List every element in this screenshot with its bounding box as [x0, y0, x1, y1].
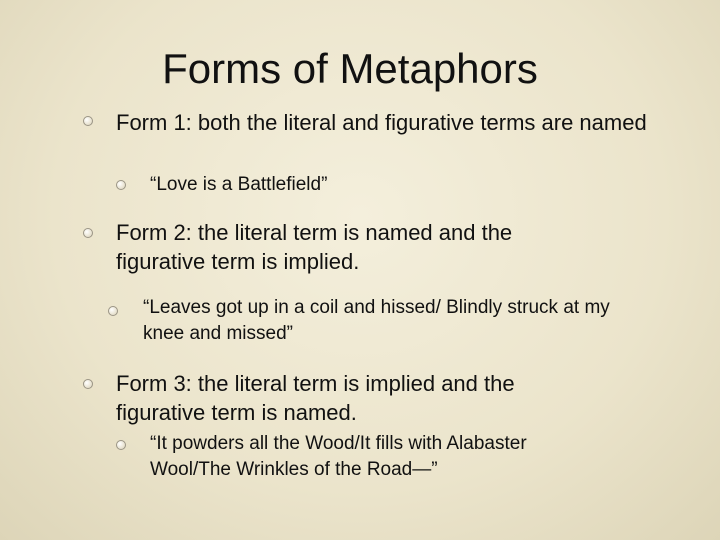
- sub-bullet-icon: [116, 180, 126, 190]
- example-form-1: “Love is a Battlefield”: [150, 174, 328, 195]
- bullet-form-1: Form 1: both the literal and figurative terms are named: [116, 110, 647, 135]
- bullet-form-2: Form 2: the literal term is named and the figurative term is implied.: [116, 220, 513, 274]
- bullet-icon: [83, 228, 93, 238]
- slide-title: Forms of Metaphors: [162, 45, 538, 93]
- sub-bullet-icon: [108, 306, 118, 316]
- bullet-form-3: Form 3: the literal term is implied and the figurative term is named.: [116, 371, 515, 425]
- sub-bullet-icon: [116, 440, 126, 450]
- bullet-icon: [83, 116, 93, 126]
- example-form-2: “Leaves got up in a coil and hissed/ Blindly struck at my knee and missed”: [143, 297, 610, 344]
- bullet-icon: [83, 379, 93, 389]
- example-form-3: “It powders all the Wood/It fills with Alabaster Wool/The Wrinkles of the Road—”: [150, 433, 527, 480]
